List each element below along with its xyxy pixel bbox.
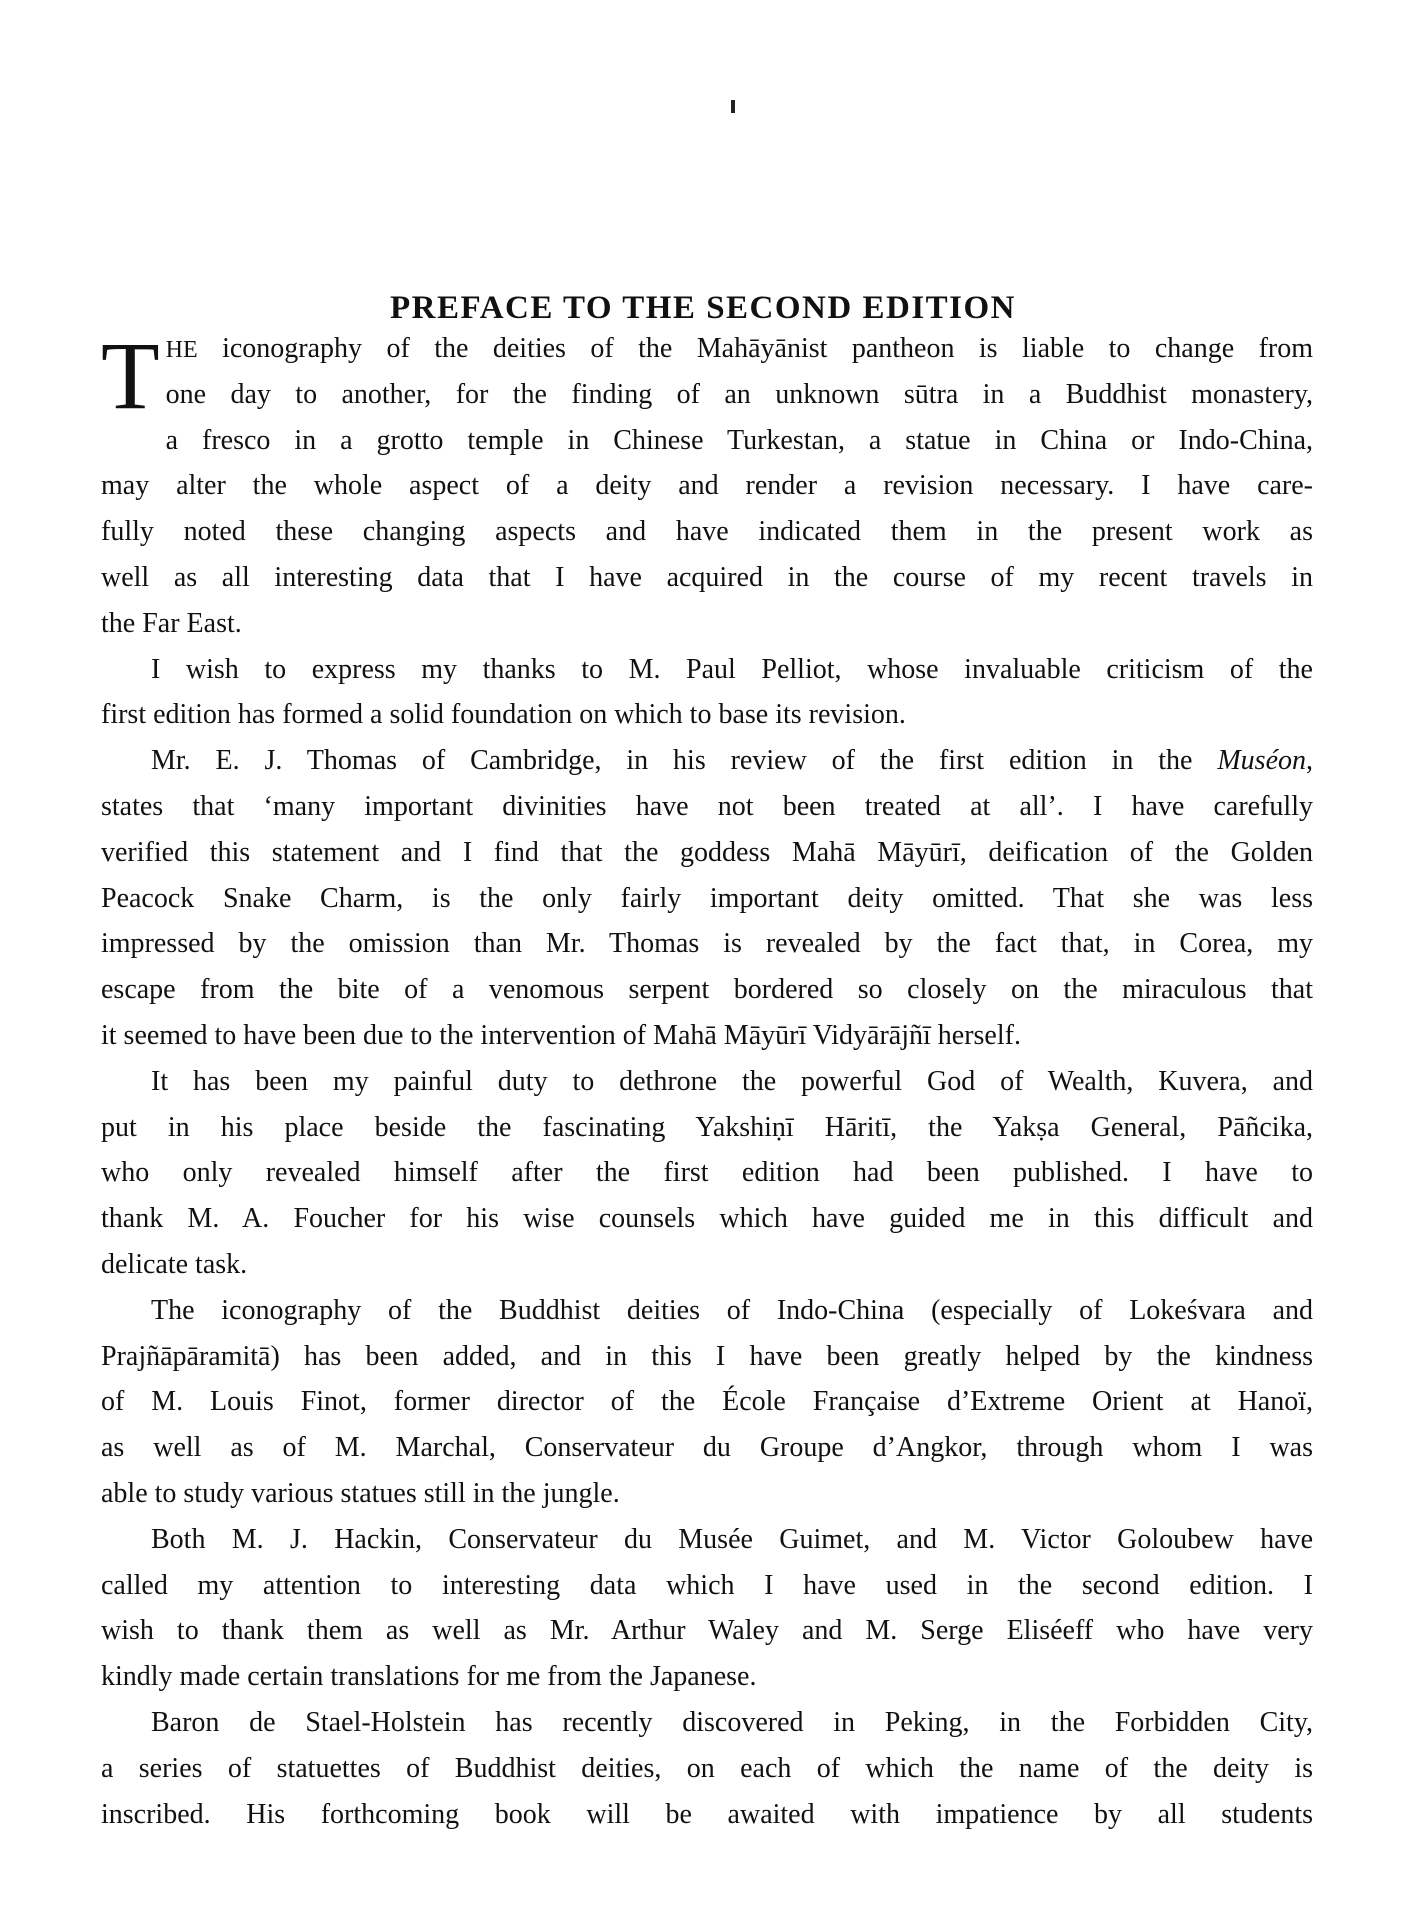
drop-cap: T xyxy=(101,322,160,429)
text-line: It has been my painful duty to dethrone the powerful God of Wealth, Kuvera, and xyxy=(151,1065,1313,1097)
paragraph xyxy=(101,322,1313,647)
text-line: it seemed to have been due to the intervention of Mahā Māyūrī Vidyārājñī herself. xyxy=(101,1019,1021,1051)
stray-mark xyxy=(731,100,735,113)
paragraph xyxy=(101,647,1313,739)
text-line: who only revealed himself after the first edition had been published. I have to xyxy=(101,1157,1313,1189)
text-line: wish to thank them as well as Mr. Arthur Waley and M. Serge Eliséeff who have very xyxy=(101,1615,1313,1647)
text-line: states that ‘many important divinities have not been treated at all’. I have carefully xyxy=(101,790,1313,822)
preface-body xyxy=(101,322,1313,1837)
text-line: Baron de Stael-Holstein has recently discovered in Peking, in the Forbidden City, xyxy=(151,1706,1313,1738)
line-text: iconography of the deities of the Mahāyānist pantheon is liable to change from xyxy=(197,333,1313,364)
text-line: called my attention to interesting data which I have used in the second edition. I xyxy=(101,1569,1313,1601)
text-line: a series of statuettes of Buddhist deities, on each of which the name of the deity is xyxy=(101,1752,1313,1784)
italic-title: Muséon xyxy=(1217,745,1306,777)
text-line: Peacock Snake Charm, is the only fairly important deity omitted. That she was less xyxy=(101,882,1313,914)
paragraph xyxy=(101,1700,1313,1837)
text-line: fully noted these changing aspects and have indicated them in the present work as xyxy=(101,516,1313,548)
text-line: I wish to express my thanks to M. Paul Pelliot, whose invaluable criticism of the xyxy=(151,653,1313,685)
text-line: thank M. A. Foucher for his wise counsels which have guided me in this difficult and xyxy=(101,1203,1313,1235)
paragraph xyxy=(101,1288,1313,1517)
text-line: of M. Louis Finot, former director of the École Française d’Extreme Orient at Hanoï, xyxy=(101,1386,1313,1418)
line-segment: Mr. E. J. Thomas of Cambridge, in his review of the first edition in the xyxy=(151,745,1218,777)
text-line: one day to another, for the finding of an unknown sūtra in a Buddhist monastery, xyxy=(165,378,1313,410)
text-line: delicate task. xyxy=(101,1248,248,1280)
text-line: verified this statement and I find that the goddess Mahā Māyūrī, deification of the Golden xyxy=(101,836,1313,868)
paragraph xyxy=(101,1059,1313,1288)
text-line: impressed by the omission than Mr. Thomas is revealed by the fact that, in Corea, my xyxy=(101,928,1313,960)
text-line: Both M. J. Hackin, Conservateur du Musée Guimet, and M. Victor Goloubew have xyxy=(151,1523,1313,1555)
line-segment: , xyxy=(1306,745,1313,777)
text-line: the Far East. xyxy=(101,607,242,639)
page-title: PREFACE TO THE SECOND EDITION xyxy=(389,290,1017,327)
text-line: The iconography of the Buddhist deities of Indo-China (especially of Lokeśvara and xyxy=(151,1294,1313,1326)
text-line: kindly made certain translations for me from the Japanese. xyxy=(101,1661,757,1693)
paragraph xyxy=(101,1517,1313,1700)
text-line: inscribed. His forthcoming book will be awaited with impatience by all students xyxy=(101,1798,1313,1830)
text-line: Prajñāpāramitā) has been added, and in this I have been greatly helped by the kindness xyxy=(101,1340,1313,1372)
text-line: escape from the bite of a venomous serpent bordered so closely on the miraculous that xyxy=(101,974,1313,1006)
small-caps-lead: HE xyxy=(165,337,198,363)
text-line: as well as of M. Marchal, Conservateur du Groupe d’Angkor, through whom I was xyxy=(101,1432,1313,1464)
paragraph xyxy=(101,738,1313,1059)
text-line: well as all interesting data that I have acquired in the course of my recent travels in xyxy=(101,561,1313,593)
text-line xyxy=(101,738,1313,784)
text-line: put in his place beside the fascinating Yakshiṇī Hāritī, the Yakṣa General, Pāñcika, xyxy=(101,1111,1313,1143)
text-line xyxy=(101,326,1313,372)
text-line: first edition has formed a solid foundation on which to base its revision. xyxy=(101,699,906,731)
text-line: able to study various statues still in the jungle. xyxy=(101,1477,620,1509)
text-line: may alter the whole aspect of a deity and render a revision necessary. I have care- xyxy=(101,470,1313,502)
text-line: a fresco in a grotto temple in Chinese Turkestan, a statue in China or Indo-China, xyxy=(165,424,1313,456)
